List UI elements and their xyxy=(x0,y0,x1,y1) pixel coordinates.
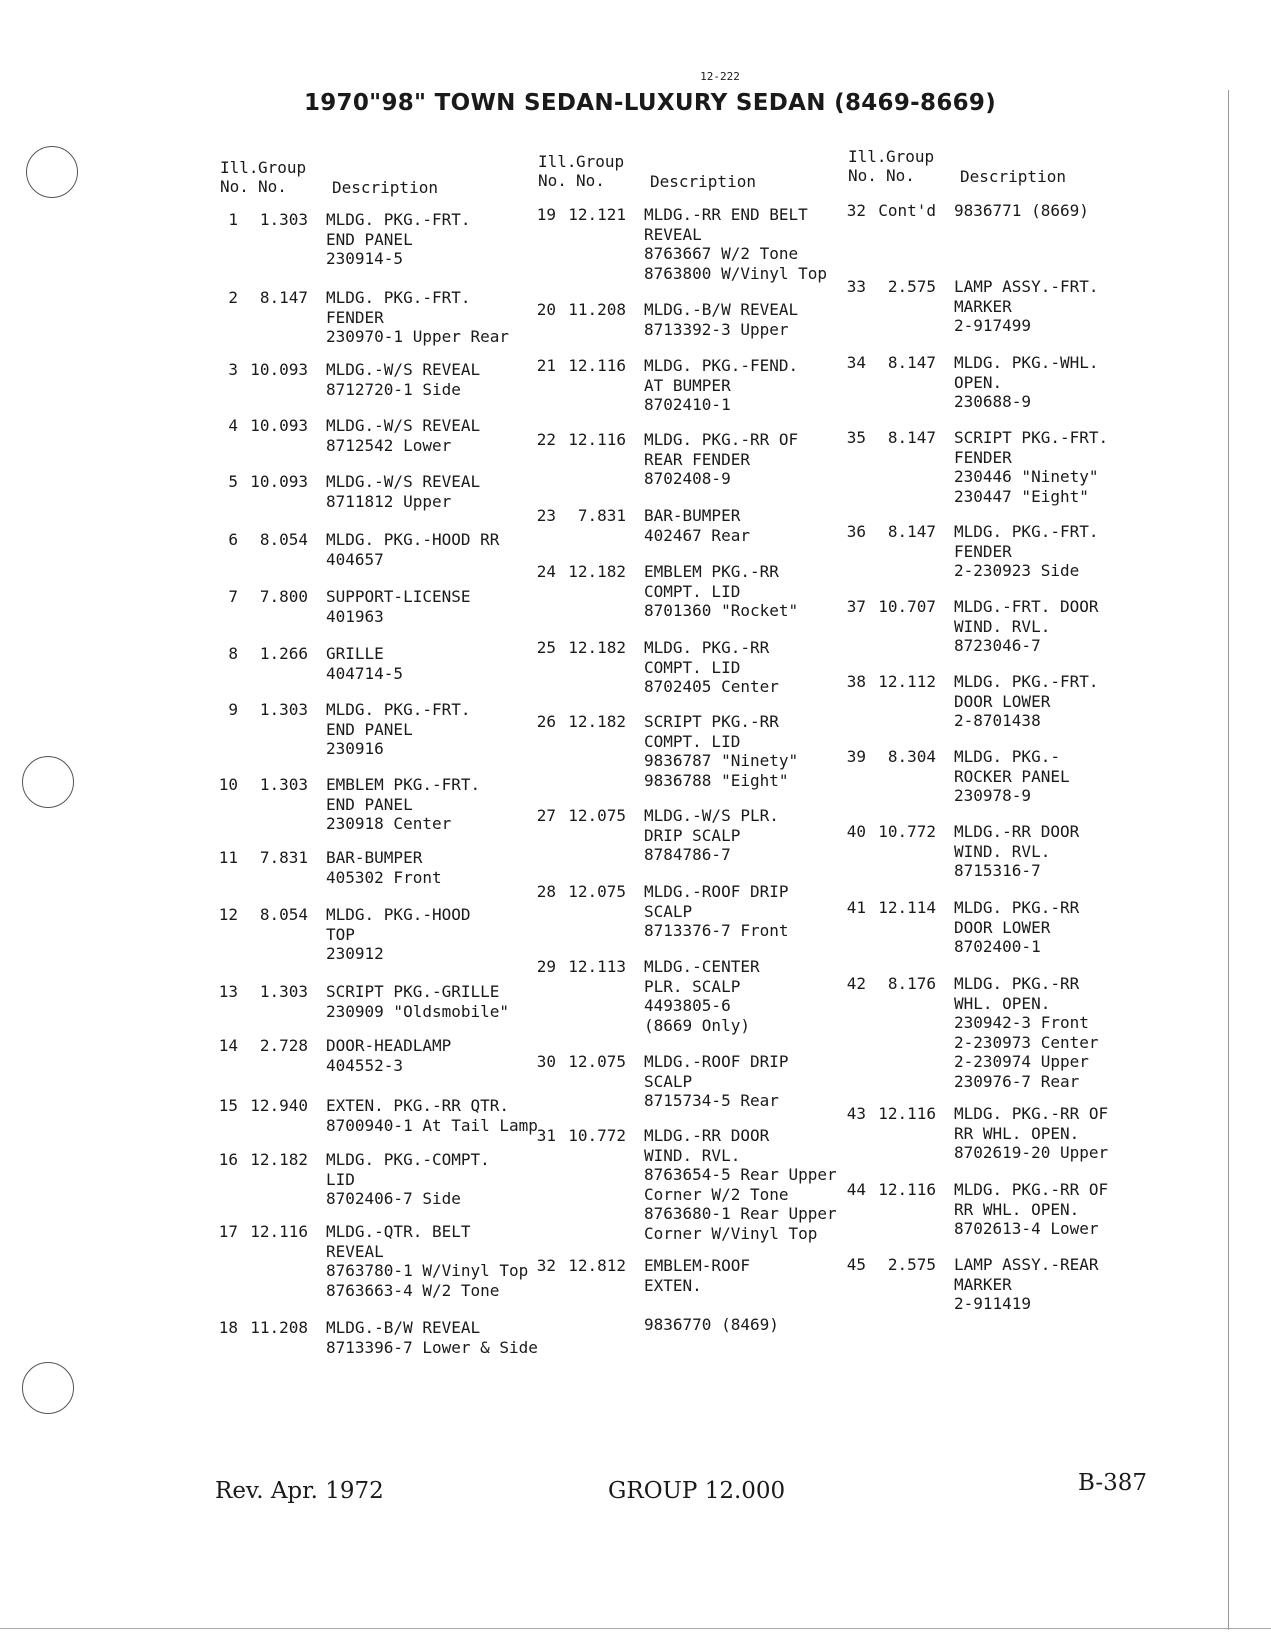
no-label: No. xyxy=(220,177,249,196)
part-description: MLDG.-W/S PLR. DRIP SCALP 8784786-7 xyxy=(644,806,779,864)
part-description: MLDG.-RR END BELT REVEAL 8763667 W/2 Tone 8763800 W/Vinyl Top xyxy=(644,205,828,283)
ill-label: Ill. xyxy=(538,152,577,171)
group-number: 7.831 xyxy=(577,506,626,525)
ill-number: 29 xyxy=(536,957,556,976)
ill-number: 1 xyxy=(228,210,238,229)
ill-number: 3 xyxy=(228,360,238,379)
part-description: 9836771 (8669) xyxy=(954,201,1089,220)
group-number: 8.147 xyxy=(887,522,936,541)
part-description: MLDG. PKG.-FRT. FENDER 230970-1 Upper Rear xyxy=(326,288,510,346)
group-number: 12.116 xyxy=(568,356,626,375)
part-description: MLDG.-CENTER PLR. SCALP 4493805-6 (8669 Only) xyxy=(644,957,760,1035)
punch-hole-middle xyxy=(22,756,74,808)
part-description: MLDG.-B/W REVEAL 8713396-7 Lower & Side xyxy=(326,1318,538,1357)
part-description: MLDG.-W/S REVEAL 8712542 Lower xyxy=(326,416,481,455)
ill-number: 7 xyxy=(228,587,238,606)
group-number: 12.116 xyxy=(878,1180,936,1199)
ill-number: 35 xyxy=(846,428,866,447)
ill-number: 14 xyxy=(218,1036,238,1055)
group-number: 11.208 xyxy=(250,1318,308,1337)
group-number: 12.116 xyxy=(568,430,626,449)
part-description: SCRIPT PKG.-RR COMPT. LID 9836787 "Ninety" 9836788 "Eight" xyxy=(644,712,799,790)
group-number: 10.093 xyxy=(250,416,308,435)
group-number: 11.208 xyxy=(568,300,626,319)
group-number: 1.303 xyxy=(259,210,308,229)
ill-number: 28 xyxy=(536,882,556,901)
ill-number: 36 xyxy=(846,522,866,541)
group-number: 12.182 xyxy=(568,562,626,581)
group-number: 12.112 xyxy=(878,672,936,691)
part-description: MLDG. PKG.-HOOD RR 404657 xyxy=(326,530,500,569)
group-no-label: No. xyxy=(258,177,287,196)
group-number: 12.812 xyxy=(568,1256,626,1275)
group-number: 8.147 xyxy=(887,428,936,447)
description-label: Description xyxy=(650,172,756,191)
group-number: 8.054 xyxy=(259,530,308,549)
ill-number: 16 xyxy=(218,1150,238,1169)
ill-number: 27 xyxy=(536,806,556,825)
ill-number: 13 xyxy=(218,982,238,1001)
ill-number: 34 xyxy=(846,353,866,372)
description-label: Description xyxy=(960,167,1066,186)
group-number: 10.707 xyxy=(878,597,936,616)
part-description: SCRIPT PKG.-FRT. FENDER 230446 "Ninety" 230447 "Eight" xyxy=(954,428,1109,506)
group-number: 12.075 xyxy=(568,806,626,825)
ill-number: 9 xyxy=(228,700,238,719)
group-number: 8.304 xyxy=(887,747,936,766)
part-description: MLDG.-RR DOOR WIND. RVL. 8763654-5 Rear Upper Corner W/2 Tone 8763680-1 Rear Upper Corner W/Vinyl Top xyxy=(644,1126,837,1243)
ill-number: 20 xyxy=(536,300,556,319)
part-description: LAMP ASSY.-REAR MARKER 2-911419 xyxy=(954,1255,1099,1313)
ill-number: 23 xyxy=(536,506,556,525)
ill-label: Ill. xyxy=(848,147,887,166)
group-number: 10.093 xyxy=(250,472,308,491)
group-label: Group xyxy=(576,152,625,171)
group-number: 12.114 xyxy=(878,898,936,917)
group-number: 2.575 xyxy=(887,277,936,296)
ill-number: 26 xyxy=(536,712,556,731)
ill-number: 32 xyxy=(846,201,866,220)
group-number: 10.093 xyxy=(250,360,308,379)
group-number: 12.182 xyxy=(250,1150,308,1169)
group-number: 1.266 xyxy=(259,644,308,663)
group-number: 12.116 xyxy=(878,1104,936,1123)
part-description: MLDG. PKG.-HOOD TOP 230912 xyxy=(326,905,471,963)
part-description: MLDG.-FRT. DOOR WIND. RVL. 8723046-7 xyxy=(954,597,1099,655)
part-description: MLDG. PKG.-RR OF RR WHL. OPEN. 8702613-4 Lower xyxy=(954,1180,1109,1238)
group-number: 12.113 xyxy=(568,957,626,976)
group-number: 10.772 xyxy=(568,1126,626,1145)
part-description: LAMP ASSY.-FRT. MARKER 2-917499 xyxy=(954,277,1099,335)
group-no-label: No. xyxy=(886,166,915,185)
part-description: MLDG. PKG.-RR WHL. OPEN. 230942-3 Front 2-230973 Center 2-230974 Upper 230976-7 Rear xyxy=(954,974,1099,1091)
part-description: GRILLE 404714-5 xyxy=(326,644,404,683)
part-description: MLDG. PKG.-COMPT. LID 8702406-7 Side xyxy=(326,1150,490,1208)
revision-date: Rev. Apr. 1972 xyxy=(215,1478,384,1504)
ill-label: Ill. xyxy=(220,158,259,177)
group-label: Group xyxy=(258,158,307,177)
ill-number: 41 xyxy=(846,898,866,917)
group-number: 2.575 xyxy=(887,1255,936,1274)
group-no-label: No. xyxy=(576,171,605,190)
part-description: MLDG. PKG.-FEND. AT BUMPER 8702410-1 xyxy=(644,356,799,414)
ill-number: 12 xyxy=(218,905,238,924)
ill-number: 8 xyxy=(228,644,238,663)
part-description: MLDG. PKG.-FRT. FENDER 2-230923 Side xyxy=(954,522,1099,580)
ill-number: 25 xyxy=(536,638,556,657)
ill-number: 6 xyxy=(228,530,238,549)
group-number: 2.728 xyxy=(259,1036,308,1055)
ill-number: 18 xyxy=(218,1318,238,1337)
ill-number: 24 xyxy=(536,562,556,581)
ill-number: 43 xyxy=(846,1104,866,1123)
part-description: MLDG. PKG.-WHL. OPEN. 230688-9 xyxy=(954,353,1099,411)
part-description: MLDG. PKG.- ROCKER PANEL 230978-9 xyxy=(954,747,1070,805)
part-description: BAR-BUMPER 405302 Front xyxy=(326,848,442,887)
punch-hole-bottom xyxy=(22,1362,74,1414)
page-bottom-line xyxy=(0,1628,1271,1629)
group-number: 8.054 xyxy=(259,905,308,924)
ill-number: 15 xyxy=(218,1096,238,1115)
part-description: EXTEN. PKG.-RR QTR. 8700940-1 At Tail Lamp xyxy=(326,1096,538,1135)
part-description: MLDG.-W/S REVEAL 8711812 Upper xyxy=(326,472,481,511)
part-description: EMBLEM-ROOF EXTEN. 9836770 (8469) xyxy=(644,1256,779,1334)
no-label: No. xyxy=(538,171,567,190)
ill-number: 4 xyxy=(228,416,238,435)
group-number: 1.303 xyxy=(259,700,308,719)
group-number: 12.182 xyxy=(568,638,626,657)
part-description: MLDG. PKG.-FRT. END PANEL 230916 xyxy=(326,700,471,758)
group-label: Group xyxy=(886,147,935,166)
part-description: MLDG.-QTR. BELT REVEAL 8763780-1 W/Vinyl Top 8763663-4 W/2 Tone xyxy=(326,1222,529,1300)
ill-number: 44 xyxy=(846,1180,866,1199)
ill-number: 32 xyxy=(536,1256,556,1275)
ill-number: 40 xyxy=(846,822,866,841)
ill-number: 10 xyxy=(218,775,238,794)
part-description: MLDG. PKG.-RR OF RR WHL. OPEN. 8702619-20 Upper xyxy=(954,1104,1109,1162)
page-title: 1970"98" TOWN SEDAN-LUXURY SEDAN (8469-8669) xyxy=(303,90,997,116)
part-description: MLDG. PKG.-FRT. END PANEL 230914-5 xyxy=(326,210,471,268)
ill-number: 39 xyxy=(846,747,866,766)
group-number: 8.147 xyxy=(887,353,936,372)
page-edge-line xyxy=(1228,90,1229,1630)
ill-number: 5 xyxy=(228,472,238,491)
footer-group: GROUP 12.000 xyxy=(608,1478,786,1504)
part-description: EMBLEM PKG.-FRT. END PANEL 230918 Center xyxy=(326,775,481,833)
group-number: 7.800 xyxy=(259,587,308,606)
ill-number: 31 xyxy=(536,1126,556,1145)
part-description: MLDG. PKG.-RR COMPT. LID 8702405 Center xyxy=(644,638,779,696)
part-description: MLDG.-B/W REVEAL 8713392-3 Upper xyxy=(644,300,799,339)
ill-number: 45 xyxy=(846,1255,866,1274)
part-description: MLDG.-ROOF DRIP SCALP 8715734-5 Rear xyxy=(644,1052,789,1110)
ill-number: 42 xyxy=(846,974,866,993)
group-number: 12.116 xyxy=(250,1222,308,1241)
ill-number: 38 xyxy=(846,672,866,691)
group-number: 10.772 xyxy=(878,822,936,841)
part-description: BAR-BUMPER 402467 Rear xyxy=(644,506,750,545)
description-label: Description xyxy=(332,178,438,197)
group-number: 1.303 xyxy=(259,775,308,794)
group-number: 12.121 xyxy=(568,205,626,224)
part-description: MLDG. PKG.-FRT. DOOR LOWER 2-8701438 xyxy=(954,672,1099,730)
ill-number: 30 xyxy=(536,1052,556,1071)
part-description: MLDG.-ROOF DRIP SCALP 8713376-7 Front xyxy=(644,882,789,940)
group-number: Cont'd xyxy=(878,201,936,220)
part-description: MLDG.-W/S REVEAL 8712720-1 Side xyxy=(326,360,481,399)
group-number: 8.176 xyxy=(887,974,936,993)
part-description: EMBLEM PKG.-RR COMPT. LID 8701360 "Rocket" xyxy=(644,562,799,620)
group-number: 12.940 xyxy=(250,1096,308,1115)
punch-hole-top xyxy=(26,146,78,198)
ill-number: 33 xyxy=(846,277,866,296)
page-number: 12-222 xyxy=(700,70,740,83)
ill-number: 11 xyxy=(218,848,238,867)
part-description: MLDG.-RR DOOR WIND. RVL. 8715316-7 xyxy=(954,822,1080,880)
ill-number: 37 xyxy=(846,597,866,616)
ill-number: 22 xyxy=(536,430,556,449)
part-description: DOOR-HEADLAMP 404552-3 xyxy=(326,1036,452,1075)
group-number: 12.075 xyxy=(568,882,626,901)
part-description: MLDG. PKG.-RR DOOR LOWER 8702400-1 xyxy=(954,898,1080,956)
ill-number: 21 xyxy=(536,356,556,375)
ill-number: 2 xyxy=(228,288,238,307)
group-number: 12.182 xyxy=(568,712,626,731)
part-description: SCRIPT PKG.-GRILLE 230909 "Oldsmobile" xyxy=(326,982,510,1021)
no-label: No. xyxy=(848,166,877,185)
footer-page-code: B-387 xyxy=(1078,1470,1147,1496)
ill-number: 19 xyxy=(536,205,556,224)
ill-number: 17 xyxy=(218,1222,238,1241)
group-number: 7.831 xyxy=(259,848,308,867)
part-description: MLDG. PKG.-RR OF REAR FENDER 8702408-9 xyxy=(644,430,799,488)
group-number: 12.075 xyxy=(568,1052,626,1071)
group-number: 8.147 xyxy=(259,288,308,307)
part-description: SUPPORT-LICENSE 401963 xyxy=(326,587,471,626)
group-number: 1.303 xyxy=(259,982,308,1001)
